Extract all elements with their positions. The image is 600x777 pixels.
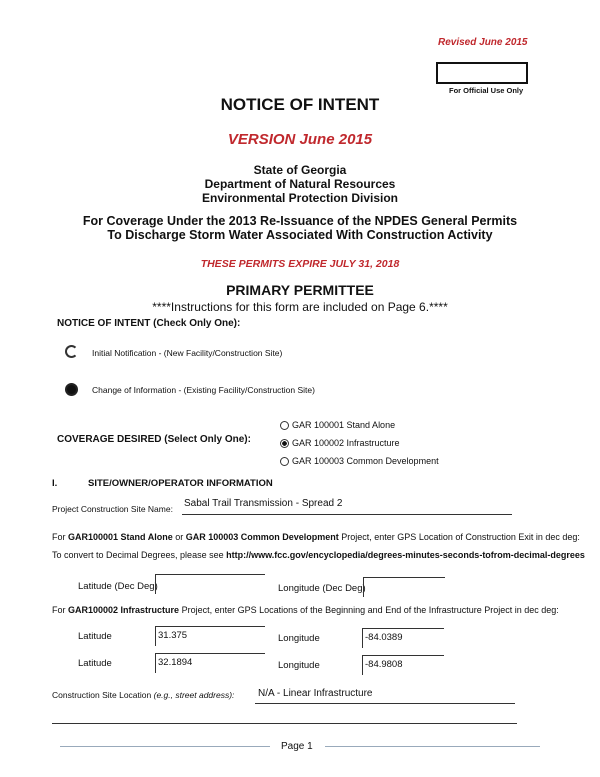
agency xyxy=(0,163,600,205)
location-label xyxy=(52,690,234,700)
coverage-title-line: To Discharge Storm Water Associated With Construction Activity xyxy=(107,228,493,242)
site-name-underline xyxy=(182,514,512,515)
gps2-lon-label: Longitude xyxy=(278,633,320,644)
gps2-end-lon-input[interactable]: -84.9808 xyxy=(362,655,444,675)
option-label: GAR 100001 Stand Alone xyxy=(292,420,396,430)
section-title: SITE/OWNER/OPERATOR INFORMATION xyxy=(88,478,273,489)
location-underline xyxy=(255,703,515,704)
t: GAR 100003 Common Development xyxy=(185,532,339,542)
gps1-instructions xyxy=(52,532,580,542)
gps2-lat-label: Latitude xyxy=(78,631,112,642)
gps2-begin-lat-input[interactable]: 31.375 xyxy=(155,626,265,646)
t: For xyxy=(52,532,69,542)
agency-line: Environmental Protection Division xyxy=(201,191,399,205)
section-number: I. xyxy=(52,478,58,489)
gps2-lon-label: Longitude xyxy=(278,660,320,671)
gps2-instructions xyxy=(52,605,559,615)
gps2-lat-label: Latitude xyxy=(78,658,112,669)
option-label: GAR 100003 Common Development xyxy=(292,456,439,466)
footer-rule-right xyxy=(325,746,540,747)
official-use-box xyxy=(436,62,528,84)
coverage-option-100002[interactable] xyxy=(280,434,439,452)
radio-checked[interactable] xyxy=(280,439,289,448)
t: GAR100001 Stand Alone xyxy=(68,532,173,542)
instructions-note: ****Instructions for this form are included on Page 6.**** xyxy=(152,300,448,314)
noi-label: NOTICE OF INTENT (Check Only One): xyxy=(57,318,241,329)
noi-change-label: Change of Information - (Existing Facility/Construction Site) xyxy=(92,385,315,395)
noi-change-radio[interactable] xyxy=(65,383,78,396)
t: Construction Site Location xyxy=(52,690,152,700)
footer-rule-left xyxy=(60,746,270,747)
official-use-label: For Official Use Only xyxy=(449,86,524,95)
gps2-begin-lon-input[interactable]: -84.0389 xyxy=(362,628,444,648)
convert-note xyxy=(52,550,585,560)
site-name-label: Project Construction Site Name: xyxy=(52,504,173,514)
t: (e.g., street address): xyxy=(153,690,235,700)
agency-line: State of Georgia xyxy=(253,163,347,177)
coverage-option-100003[interactable] xyxy=(280,452,439,470)
page-title: NOTICE OF INTENT xyxy=(220,95,380,114)
t: or xyxy=(172,532,186,542)
gps1-lat-label: Latitude (Dec Deg) xyxy=(78,581,158,592)
t: Project, enter GPS Location of Construction Exit in dec deg: xyxy=(338,532,580,542)
t: To convert to Decimal Degrees, please see xyxy=(52,550,227,560)
radio[interactable] xyxy=(280,421,289,430)
agency-line: Department of Natural Resources xyxy=(204,177,396,191)
t: GAR100002 Infrastructure xyxy=(68,605,180,615)
site-name-value[interactable]: Sabal Trail Transmission - Spread 2 xyxy=(184,498,343,509)
gps1-lat-input[interactable] xyxy=(155,574,265,594)
coverage-options xyxy=(280,416,439,470)
revised-date: Revised June 2015 xyxy=(438,37,528,48)
fcc-link[interactable]: http://www.fcc.gov/encyclopedia/degrees-minutes-seconds-tofrom-decimal-degrees xyxy=(226,550,585,560)
location-line-2 xyxy=(52,723,517,724)
t: Project, enter GPS Locations of the Beginning and End of the Infrastructure Project in dec deg: xyxy=(179,605,559,615)
coverage-option-100001[interactable] xyxy=(280,416,439,434)
noi-initial-radio[interactable] xyxy=(65,345,78,358)
gps1-lon-label: Longitude (Dec Deg) xyxy=(278,583,366,594)
coverage-title-line: For Coverage Under the 2013 Re-Issuance of the NPDES General Permits xyxy=(82,214,518,228)
coverage-title xyxy=(0,214,600,242)
radio[interactable] xyxy=(280,457,289,466)
coverage-label: COVERAGE DESIRED (Select Only One): xyxy=(57,434,251,445)
location-value[interactable]: N/A - Linear Infrastructure xyxy=(258,688,373,699)
gps1-lon-input[interactable] xyxy=(363,577,445,597)
t: For xyxy=(52,605,69,615)
option-label: GAR 100002 Infrastructure xyxy=(292,438,400,448)
permittee-heading: PRIMARY PERMITTEE xyxy=(226,282,374,298)
version: VERSION June 2015 xyxy=(227,131,373,148)
noi-initial-label: Initial Notification - (New Facility/Construction Site) xyxy=(92,348,283,358)
page-number: Page 1 xyxy=(281,741,313,752)
expire-notice: THESE PERMITS EXPIRE JULY 31, 2018 xyxy=(200,258,400,270)
gps2-end-lat-input[interactable]: 32.1894 xyxy=(155,653,265,673)
